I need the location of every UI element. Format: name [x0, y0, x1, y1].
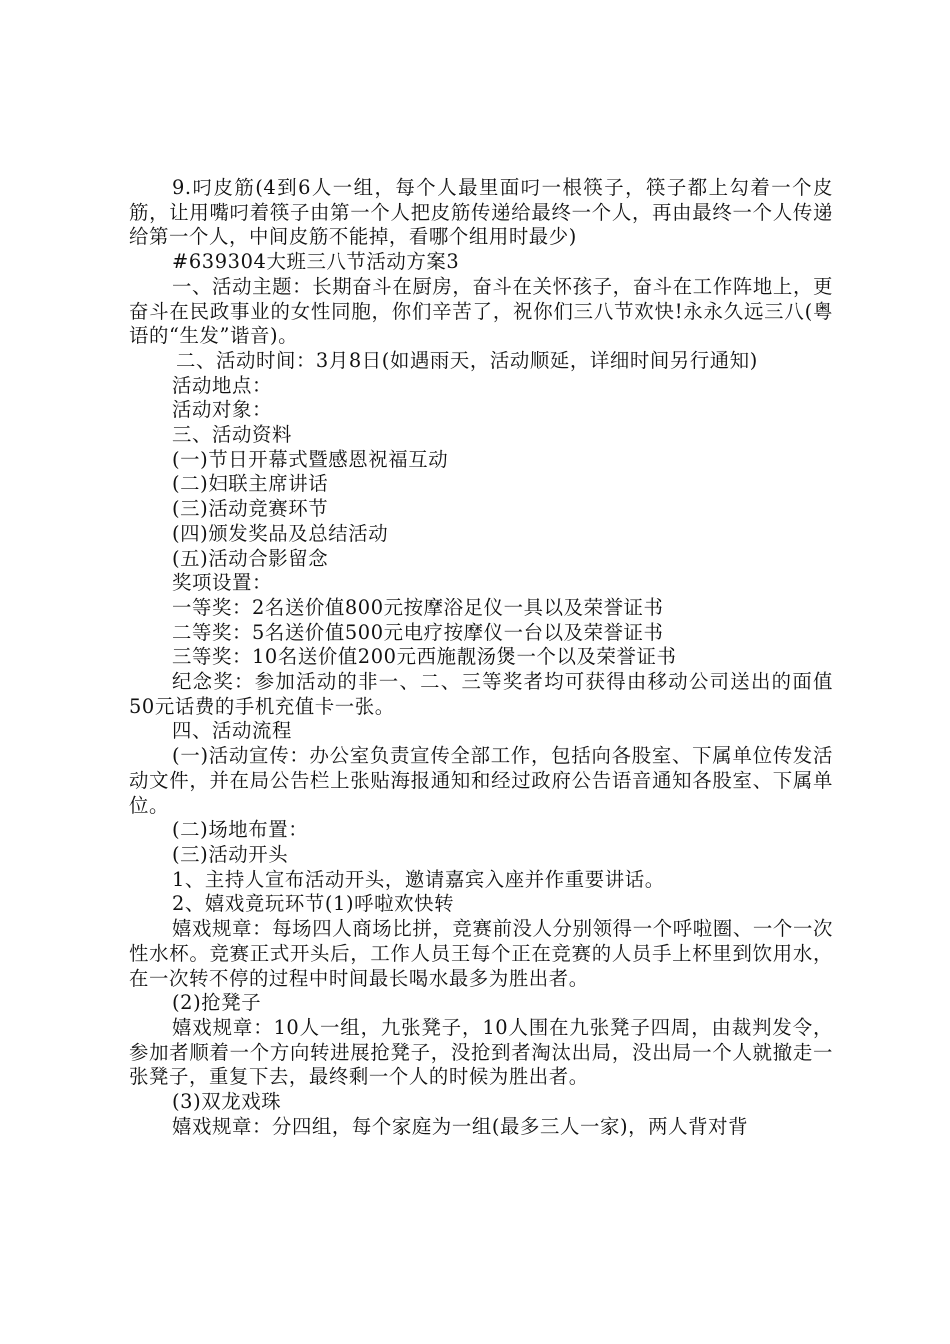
list-item: (四)颁发奖品及总结活动: [172, 521, 389, 545]
paragraph-theme: 一、活动主题：长期奋斗在厨房，奋斗在关怀孩子，奋斗在工作阵地上，更奋斗在民政事业的女性同胞，你们辛苦了，祝你们三八节欢快!永永久远三八(粤语的“生发”谐音)。: [129, 274, 833, 348]
paragraph-publicity: (一)活动宣传：办公室负责宣传全部工作，包括向各股室、下属单位传发活动文件，并在局公告栏上张贴海报通知和经过政府公告语音通知各股室、下属单位。: [129, 744, 833, 817]
line-opening: (三)活动开头: [172, 842, 289, 866]
list-item: (五)活动合影留念: [172, 546, 329, 570]
paragraph-rules-dragon: 嬉戏规章：分四组，每个家庭为一组(最多三人一家)，两人背对背: [172, 1114, 749, 1138]
line-host: 1、主持人宣布活动开头，邀请嘉宾入座并作重要讲话。: [172, 867, 665, 891]
document-body: [129, 176, 833, 1139]
list-item: (三)活动竞赛环节: [172, 497, 329, 521]
paragraph-game-9: 9.叼皮筋(4到6人一组，每个人最里面叼一根筷子，筷子都上勾着一个皮筋，让用嘴叼着筷子由第一个人把皮筋传递给最终一个人，再由最终一个人传递给第一个人，中间皮筋不能掉，看哪个组用时最少): [129, 176, 833, 249]
paragraph-rules-chairs: 嬉戏规章：10人一组，九张凳子，10人围在九张凳子四周，由裁判发令，参加者顺着一个方向转进展抢凳子，没抢到者淘汰出局，没出局一个人就撤走一张凳子，重复下去，最终剩一个人的时候为胜出者。: [129, 1015, 833, 1089]
line-audience: 活动对象：: [172, 398, 272, 422]
line-venue: (二)场地布置：: [172, 818, 309, 842]
list-item: (二)妇联主席讲话: [172, 472, 329, 496]
heading-process: 四、活动流程: [172, 719, 292, 743]
paragraph-time: 二、活动时间：3月8日(如遇雨天，活动顺延，详细时间另行通知): [176, 348, 758, 372]
award-third: 三等奖：10名送价值200元西施靓汤煲一个以及荣誉证书: [172, 645, 677, 669]
section-title: #639304大班三八节活动方案3: [172, 250, 460, 274]
list-item: (一)节日开幕式暨感恩祝福互动: [172, 447, 449, 471]
line-location: 活动地点：: [172, 373, 272, 397]
award-second: 二等奖：5名送价值500元电疗按摩仪一台以及荣誉证书: [172, 620, 664, 644]
line-game-chairs: (2)抢凳子: [172, 991, 262, 1015]
heading-materials: 三、活动资料: [172, 423, 292, 447]
heading-awards: 奖项设置：: [172, 571, 272, 595]
paragraph-rules-hula: 嬉戏规章：每场四人商场比拼，竞赛前没人分别领得一个呼啦圈、一个一次性水杯。竞赛正式开头后，工作人员王每个正在竞赛的人员手上杯里到饮用水，在一次转不停的过程中时间最长喝水最多为胜出者。: [129, 917, 833, 990]
award-first: 一等奖：2名送价值800元按摩浴足仪一具以及荣誉证书: [172, 595, 664, 619]
line-game-section: 2、嬉戏竟玩环节(1)呼啦欢快转: [172, 892, 455, 916]
line-game-dragon: (3)双龙戏珠: [172, 1090, 282, 1114]
award-souvenir: 纪念奖：参加活动的非一、二、三等奖者均可获得由移动公司送出的面值50元话费的手机充值卡一张。: [129, 670, 833, 718]
